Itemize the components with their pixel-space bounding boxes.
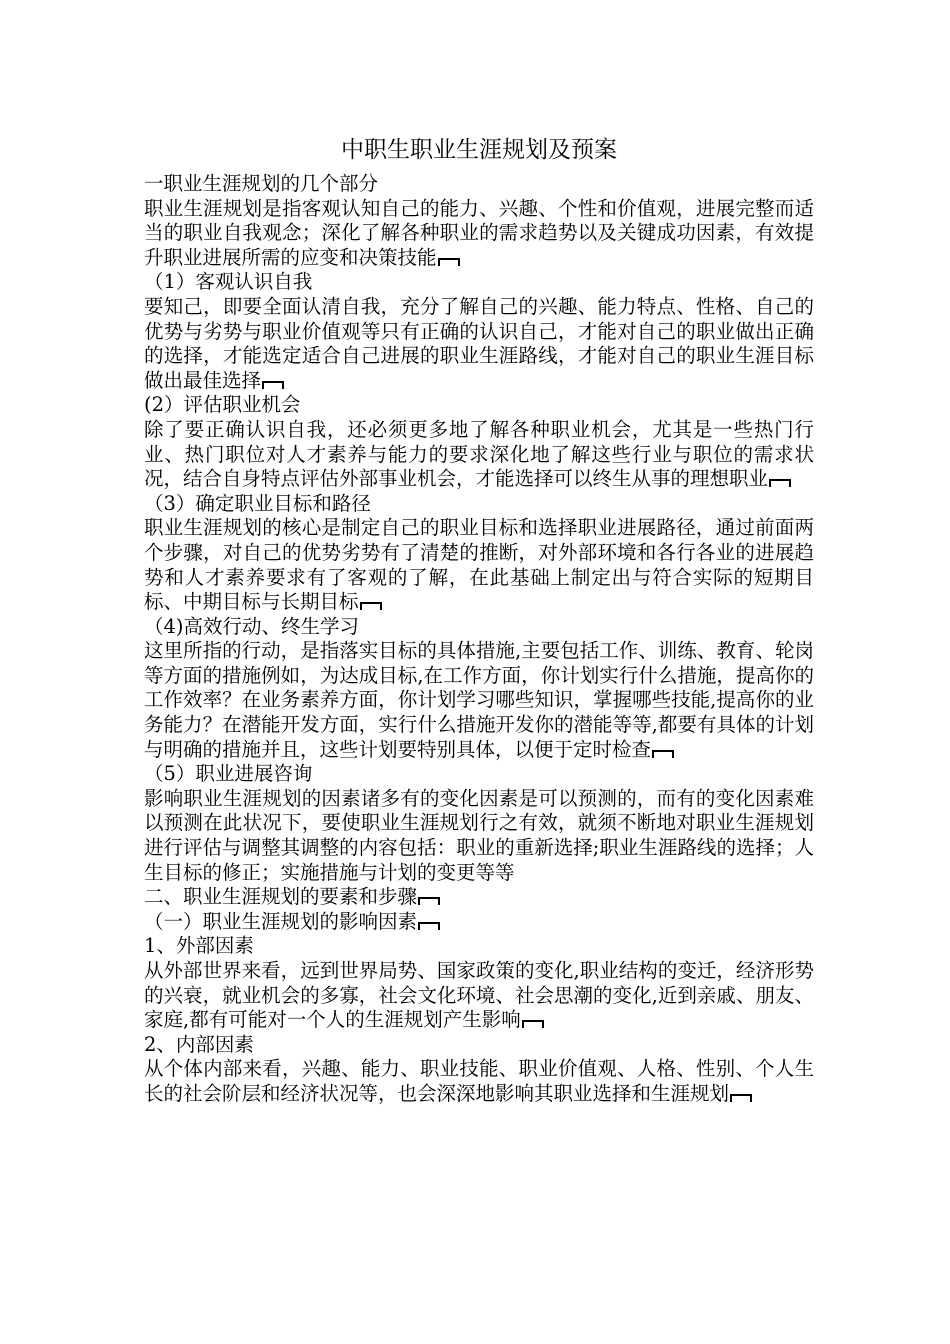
paragraph-mark-icon <box>418 922 440 930</box>
heading-text: 1、外部因素 <box>144 934 254 958</box>
paragraph-mark-icon <box>262 381 284 389</box>
document-body <box>144 172 814 1107</box>
section-heading <box>144 393 814 418</box>
paragraph <box>144 1057 814 1106</box>
section-heading <box>144 910 814 935</box>
heading-text: （1）客观认识自我 <box>144 270 313 294</box>
heading-text: 二、职业生涯规划的要素和步骤 <box>144 885 418 909</box>
paragraph-text: 影响职业生涯规划的因素诸多有的变化因素是可以预测的，而有的变化因素难以预测在此状况下，要使职业生涯规划行之有效，就须不断地对职业生涯规划进行评估与调整其调整的内容包括：职业的重新选择;职业生涯路线的选择；人生目标的修正；实施措施与计划的变更等等 <box>144 786 814 884</box>
section-heading <box>144 885 814 910</box>
heading-text: （5）职业进展咨询 <box>144 762 313 786</box>
section-heading <box>144 270 814 295</box>
section-heading <box>144 934 814 959</box>
paragraph-mark-icon <box>522 1020 544 1028</box>
paragraph <box>144 516 814 614</box>
section-heading <box>144 492 814 517</box>
heading-text: （4)高效行动、终生学习 <box>144 614 360 638</box>
heading-text: (2）评估职业机会 <box>144 393 301 417</box>
paragraph <box>144 639 814 762</box>
section-heading <box>144 1033 814 1058</box>
document-page <box>144 134 814 1107</box>
paragraph <box>144 787 814 885</box>
section-heading <box>144 615 814 640</box>
paragraph-mark-icon <box>360 602 382 610</box>
paragraph-mark-icon <box>730 1094 752 1102</box>
paragraph <box>144 418 814 492</box>
document-title: 中职生职业生涯规划及预案 <box>341 137 617 163</box>
paragraph <box>144 959 814 1033</box>
paragraph <box>144 197 814 271</box>
paragraph-mark-icon <box>769 479 791 487</box>
heading-text: 2、内部因素 <box>144 1032 254 1056</box>
paragraph-text: 职业生涯规划的核心是制定自己的职业目标和选择职业进展路径，通过前面两个步骤，对自己的优势劣势有了清楚的推断，对外部环境和各行各业的进展趋势和人才素养要求有了客观的了解，在此基础上制定出与符合实际的短期目标、中期目标与长期目标 <box>144 516 814 614</box>
paragraph-text: 职业生涯规划是指客观认知自己的能力、兴趣、个性和价值观，进展完整而适当的职业自我观念；深化了解各种职业的需求趋势以及关键成功因素，有效提升职业进展所需的应变和决策技能 <box>144 196 814 269</box>
heading-text: （3）确定职业目标和路径 <box>144 491 371 515</box>
paragraph-text: 除了要正确认识自我，还必须更多地了解各种职业机会，尤其是一些热门行业、热门职位对人才素养与能力的要求深化地了解这些行业与职位的需求状况，结合自身特点评估外部事业机会，才能选择可以终生从事的理想职业 <box>144 417 814 491</box>
paragraph-text: 这里所指的行动，是指落实目标的具体措施,主要包括工作、训练、教育、轮岗等方面的措施例如，为达成目标,在工作方面，你计划实行什么措施，提高你的工作效率？在业务素养方面，你计划学习哪些知识，掌握哪些技能,提高你的业务能力？在潜能开发方面，实行什么措施开发你的潜能等等,都要有具体的计划与明确的措施并且，这些计划要特别具体，以便于定时检查 <box>144 639 814 761</box>
paragraph-text: 要知己，即要全面认清自我，充分了解自己的兴趣、能力特点、性格、自己的优势与劣势与职业价值观等只有正确的认识自己，才能对自己的职业做出正确的选择，才能选定适合自己进展的职业生涯路线，才能对自己的职业生涯目标做出最佳选择 <box>144 294 814 392</box>
section-heading <box>144 762 814 787</box>
heading-text: 一职业生涯规划的几个部分 <box>144 172 379 195</box>
paragraph <box>144 295 814 393</box>
heading-text: （一）职业生涯规划的影响因素 <box>144 909 418 933</box>
section-heading <box>144 172 814 197</box>
paragraph-mark-icon <box>418 897 440 905</box>
paragraph-text: 从个体内部来看，兴趣、能力、职业技能、职业价值观、人格、性别、个人生长的社会阶层和经济状况等，也会深深地影响其职业选择和生涯规划 <box>144 1057 814 1105</box>
paragraph-mark-icon <box>438 258 460 266</box>
paragraph-text: 从外部世界来看，远到世界局势、国家政策的变化,职业结构的变迁，经济形势的兴衰，就业机会的多寡，社会文化环境、社会思潮的变化,近到亲戚、朋友、家庭,都有可能对一个人的生涯规划产生影响 <box>144 959 814 1032</box>
paragraph-mark-icon <box>652 750 674 758</box>
